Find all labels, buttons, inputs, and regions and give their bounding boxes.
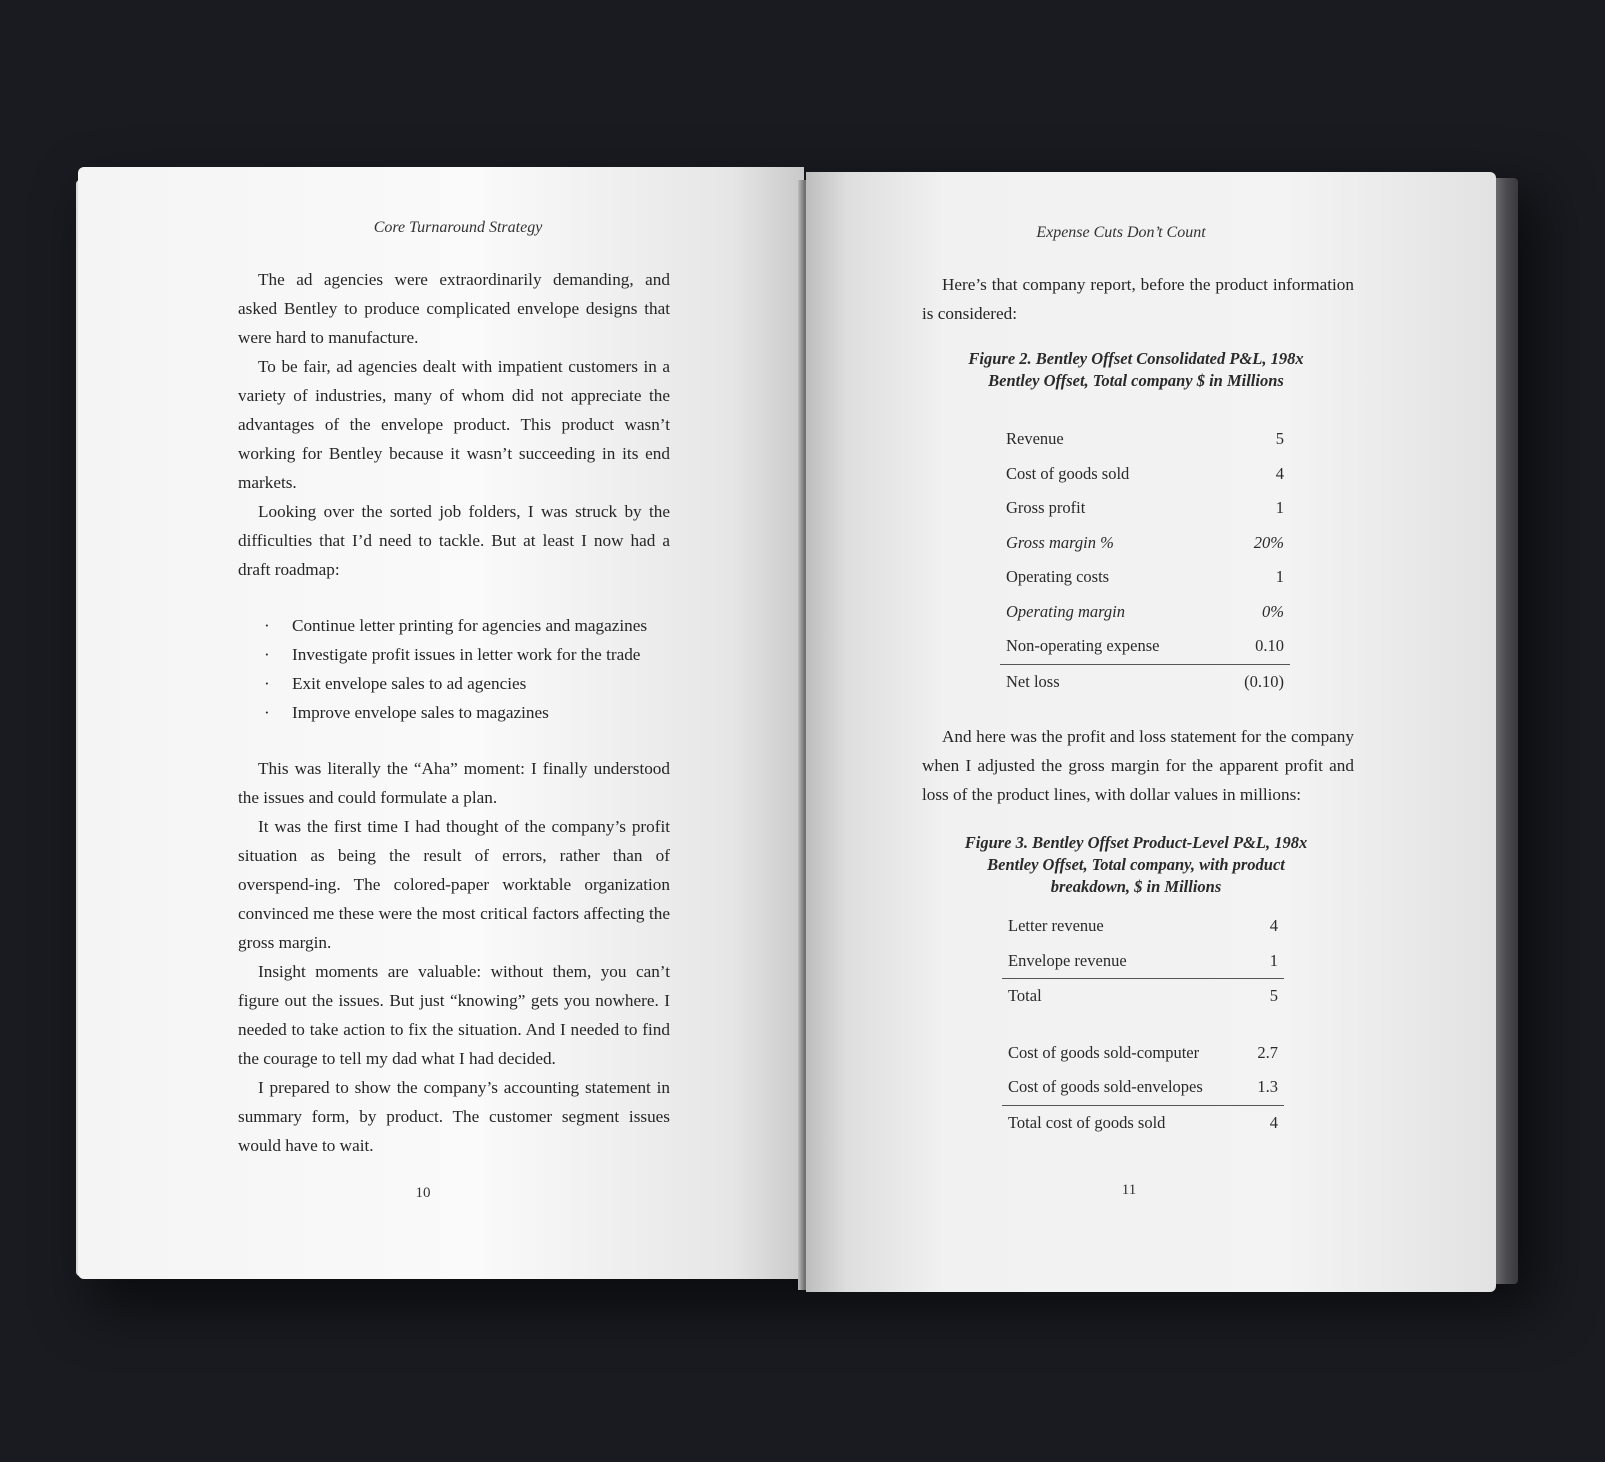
left-page-number: 10 — [415, 1185, 431, 1201]
paragraph: The ad agencies were extraordinarily demanding, and asked Bentley to produce complicated envelope designs that were hard to manufacture. — [238, 270, 670, 347]
left-body-text — [238, 265, 670, 1160]
figure3-caption — [916, 832, 1356, 898]
table-row — [1000, 457, 1290, 492]
row-value: 4 — [1269, 1112, 1278, 1132]
paragraph: I prepared to show the company’s accounting statement in summary form, by product. The customer segment issues would have to wait. — [238, 1078, 670, 1155]
bullet-icon: · — [264, 703, 270, 722]
figure2-caption — [916, 348, 1356, 392]
paragraph: To be fair, ad agencies dealt with impatient customers in a variety of industries, many of whom did not appreciate the advantages of the envelope product. This product wasn’t working for Bentley because it wasn’t succeeding in its end markets. — [238, 357, 670, 492]
row-label: Revenue — [1006, 429, 1064, 449]
row-value: 0% — [1262, 601, 1284, 621]
right-running-head: Expense Cuts Don’t Count — [1036, 224, 1206, 241]
row-value: 1 — [1275, 498, 1284, 518]
row-value: 1.3 — [1257, 1077, 1278, 1097]
row-label: Non-operating expense — [1006, 636, 1160, 656]
left-page — [78, 167, 804, 1279]
paragraph: This was literally the “Aha” moment: I finally understood the issues and could formulate a plan. — [238, 759, 670, 807]
row-value: 1 — [1269, 950, 1278, 970]
table-row — [1002, 1070, 1284, 1106]
row-value: (0.10) — [1244, 671, 1284, 691]
paragraph: And here was the profit and loss statement for the company when I adjusted the gross margin for the apparent profit and loss of the product lines, with dollar values in millions: — [922, 727, 1354, 804]
list-item-text: Improve envelope sales to magazines — [292, 703, 549, 722]
row-value: 1 — [1275, 567, 1284, 587]
row-value: 4 — [1269, 916, 1278, 936]
row-label: Letter revenue — [1008, 916, 1104, 936]
right-page — [806, 172, 1496, 1292]
list-item — [260, 698, 670, 727]
roadmap-list — [260, 611, 670, 727]
figure2-title: Figure 2. Bentley Offset Consolidated P&L, 198x — [968, 349, 1304, 368]
table-row — [1000, 665, 1290, 700]
row-label: Cost of goods sold — [1006, 463, 1130, 483]
row-label: Operating margin — [1006, 601, 1126, 621]
row-label: Total — [1008, 986, 1042, 1006]
row-label: Net loss — [1006, 671, 1060, 691]
list-item — [260, 611, 670, 640]
table-row — [1000, 526, 1290, 561]
row-value: 5 — [1275, 429, 1284, 449]
left-running-head: Core Turnaround Strategy — [373, 219, 543, 236]
figure3-subtitle-2: breakdown, $ in Millions — [1050, 877, 1222, 896]
paragraph: Insight moments are valuable: without them, you can’t figure out the issues. But just “knowing” gets you nowhere. I needed to take action to fix the situation. And I needed to find the courage to tell my dad what I had decided. — [238, 962, 670, 1068]
list-item-text: Continue letter printing for agencies and magazines — [292, 616, 648, 635]
table-row — [1000, 629, 1290, 665]
list-item-text: Investigate profit issues in letter work for the trade — [292, 645, 641, 664]
paragraph: Here’s that company report, before the product information is considered: — [922, 275, 1354, 323]
table-row — [1000, 595, 1290, 630]
row-label: Total cost of goods sold — [1008, 1112, 1166, 1132]
table-row — [1000, 491, 1290, 526]
paragraph: Looking over the sorted job folders, I was struck by the difficulties that I’d need to tackle. But at least I now had a draft roadmap: — [238, 502, 670, 579]
row-value: 5 — [1269, 986, 1278, 1006]
list-item — [260, 669, 670, 698]
list-item-text: Exit envelope sales to ad agencies — [292, 674, 527, 693]
row-label: Envelope revenue — [1008, 950, 1127, 970]
figure2-subtitle: Bentley Offset, Total company $ in Millions — [988, 371, 1284, 390]
table-row — [1000, 422, 1290, 457]
row-label: Cost of goods sold-envelopes — [1008, 1077, 1203, 1097]
list-item — [260, 640, 670, 669]
row-label: Gross margin % — [1006, 532, 1114, 552]
figure2-table — [1000, 422, 1290, 699]
row-label: Operating costs — [1006, 567, 1110, 587]
table-row — [1002, 1106, 1284, 1141]
paragraph: It was the first time I had thought of the company’s profit situation as being the result of errors, rather than of overspend-ing. The colored-paper worktable organization convinced me these were the most critical factors affecting the gross margin. — [238, 817, 670, 952]
table-row — [1000, 560, 1290, 595]
table-row — [1002, 979, 1284, 1014]
table-row — [1002, 944, 1284, 980]
row-value: 4 — [1275, 463, 1284, 483]
intro-paragraph-block — [922, 270, 1354, 328]
right-page-number: 11 — [1121, 1182, 1137, 1198]
row-label: Cost of goods sold-computer — [1008, 1042, 1200, 1062]
row-value: 20% — [1253, 532, 1284, 552]
table-row — [1002, 909, 1284, 944]
figure3-subtitle-1: Bentley Offset, Total company, with product — [987, 855, 1285, 874]
row-label: Gross profit — [1006, 498, 1086, 518]
middle-paragraph-block — [922, 722, 1354, 809]
table-spacer — [1002, 1014, 1284, 1036]
row-value: 2.7 — [1257, 1042, 1278, 1062]
row-value: 0.10 — [1255, 636, 1284, 656]
figure3-table — [1002, 909, 1284, 1140]
bullet-icon: · — [264, 674, 270, 693]
bullet-icon: · — [264, 645, 270, 664]
table-row — [1002, 1036, 1284, 1071]
bullet-icon: · — [264, 616, 270, 635]
figure3-title: Figure 3. Bentley Offset Product-Level P&L, 198x — [964, 833, 1308, 852]
